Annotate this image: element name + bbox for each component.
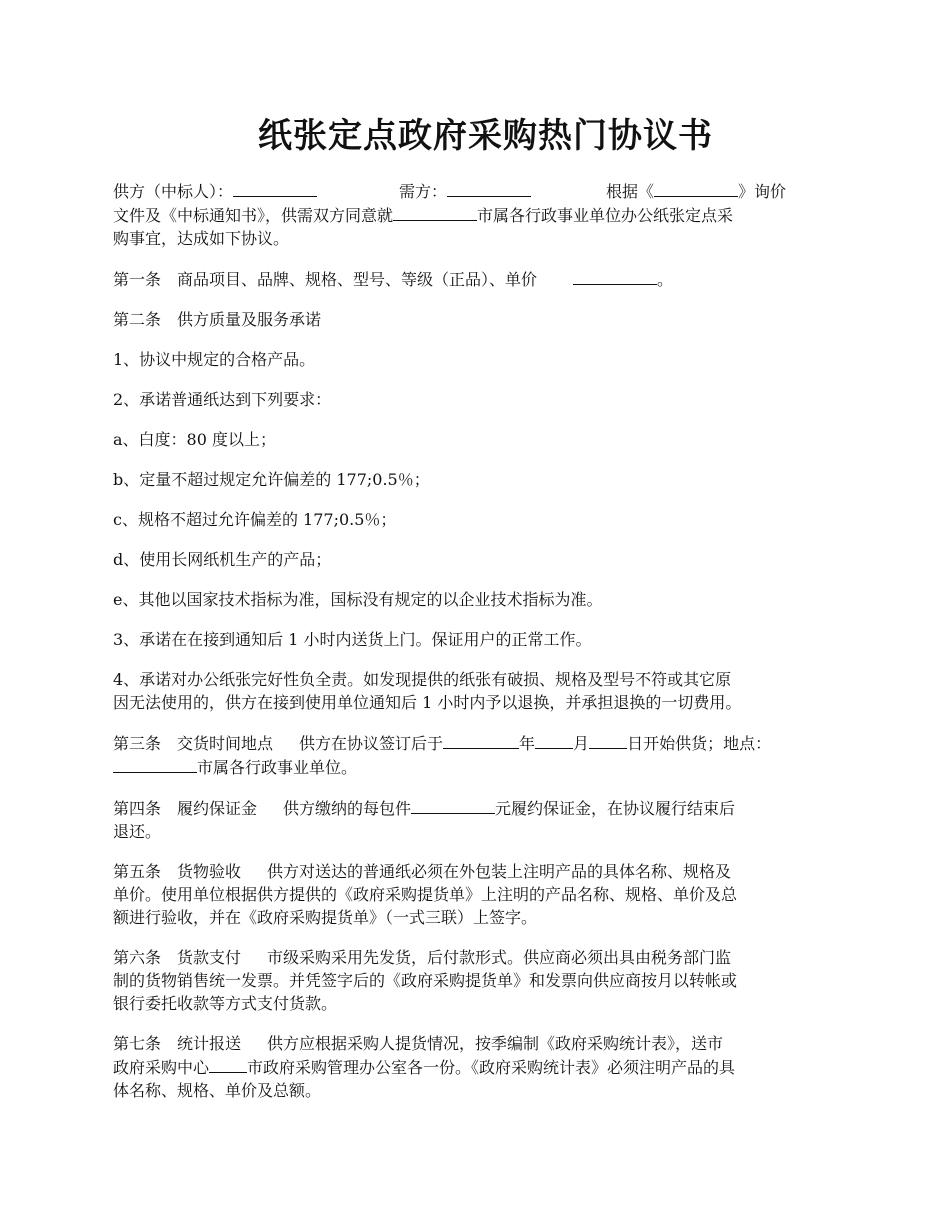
article-7-line-2b: 市政府采购管理办公室各一份。《政府采购统计表》必须注明产品的具 <box>247 1058 736 1077</box>
article-2-item-4 <box>113 668 858 714</box>
buyer-blank <box>447 179 531 197</box>
document-body <box>113 179 858 1119</box>
price-blank <box>573 267 657 285</box>
intro-paragraph <box>113 179 858 250</box>
item-4-line-2: 因无法使用的，供方在接到使用单位通知后 1 小时内予以退换，并承担退换的一切费用。 <box>113 693 742 712</box>
requirement-a: a、白度：80 度以上； <box>113 430 276 449</box>
article-6-line-2: 制的货物销售统一发票。并凭签字后的《政府采购提货单》和发票向供应商按月以转帐或 <box>113 971 738 990</box>
article-3-label: 第三条 交货时间地点 <box>113 734 274 753</box>
article-7-line-3: 体名称、规格、单价及总额。 <box>113 1081 322 1100</box>
month-blank <box>535 731 573 749</box>
copies-blank <box>209 1055 247 1073</box>
article-1-label: 第一条 商品项目、品牌、规格、型号、等级（正品）、单价 <box>113 270 538 289</box>
article-5-label: 第五条 货物验收 <box>113 862 242 881</box>
article-3-text-5: 市属各行政事业单位。 <box>197 758 358 777</box>
day-blank <box>589 731 627 749</box>
article-1-end: 。 <box>657 270 674 289</box>
requirement-c: c、规格不超过允许偏差的 177;0.5％； <box>113 510 397 529</box>
article-4-text-2: 元履约保证金，在协议履行结束后 <box>495 799 736 818</box>
article-5 <box>113 860 858 929</box>
article-7-label: 第七条 统计报送 <box>113 1034 242 1053</box>
article-4-text-3: 退还。 <box>113 822 162 841</box>
article-3 <box>113 731 858 779</box>
article-3-text-4: 日开始供货；地点： <box>627 734 772 753</box>
supplier-blank <box>233 179 317 197</box>
document-title: 纸张定点政府采购热门协议书 <box>258 116 713 156</box>
article-4-label: 第四条 履约保证金 <box>113 799 258 818</box>
intro-line2-post: 市属各行政事业单位办公纸张定点采 <box>477 206 734 225</box>
buyer-label: 需方： <box>399 182 448 201</box>
article-3-text-1: 供方在协议签订后于 <box>299 734 444 753</box>
article-6-label: 第六条 货款支付 <box>113 948 242 967</box>
article-5-line-3: 额进行验收，并在《政府采购提货单》（一式三联）上签字。 <box>113 908 538 927</box>
requirement-e: e、其他以国家技术指标为准，国标没有规定的以企业技术指标为准。 <box>113 590 603 609</box>
article-4-text-1: 供方缴纳的每包件 <box>283 799 412 818</box>
article-5-line-1: 供方对送达的普通纸必须在外包装上注明产品的具体名称、规格及 <box>267 862 732 881</box>
intro-line2-pre: 文件及《中标通知书》，供需双方同意就 <box>113 206 394 225</box>
supplier-label: 供方（中标人）： <box>113 182 234 201</box>
year-blank <box>443 731 519 749</box>
article-6-line-1: 市级采购采用先发货，后付款形式。供应商必须出具由税务部门监 <box>267 948 732 967</box>
article-1 <box>113 267 858 291</box>
article-7 <box>113 1032 858 1102</box>
article-5-line-2: 单价。使用单位根据供方提供的《政府采购提货单》上注明的产品名称、规格、单价及总 <box>113 885 738 904</box>
location-blank <box>113 755 197 773</box>
article-2-item-2: 2、承诺普通纸达到下列要求： <box>113 390 332 409</box>
article-4 <box>113 796 858 843</box>
intro-line3: 购事宜，达成如下协议。 <box>113 229 290 248</box>
basis-post: 》询价 <box>738 182 787 201</box>
basis-pre: 根据《 <box>606 182 655 201</box>
basis-blank <box>654 179 738 197</box>
year-label: 年 <box>519 734 536 753</box>
article-6 <box>113 946 858 1015</box>
month-label: 月 <box>573 734 590 753</box>
deposit-blank <box>411 796 495 814</box>
requirement-d: d、使用长网纸机生产的产品； <box>113 550 332 569</box>
article-7-line-1: 供方应根据采购人提货情况，按季编制《政府采购统计表》，送市 <box>267 1034 724 1053</box>
article-7-line-2a: 政府采购中心 <box>113 1058 210 1077</box>
item-4-line-1: 4、承诺对办公纸张完好性负全责。如发现提供的纸张有破损、规格及型号不符或其它原 <box>113 670 732 689</box>
article-6-line-3: 银行委托收款等方式支付货款。 <box>113 994 338 1013</box>
article-2-item-1: 1、协议中规定的合格产品。 <box>113 350 316 369</box>
city-blank <box>393 203 477 221</box>
article-2-item-3: 3、承诺在在接到通知后 1 小时内送货上门。保证用户的正常工作。 <box>113 630 592 649</box>
article-2-label: 第二条 供方质量及服务承诺 <box>113 310 322 329</box>
requirement-b: b、定量不超过规定允许偏差的 177;0.5％； <box>113 470 430 489</box>
